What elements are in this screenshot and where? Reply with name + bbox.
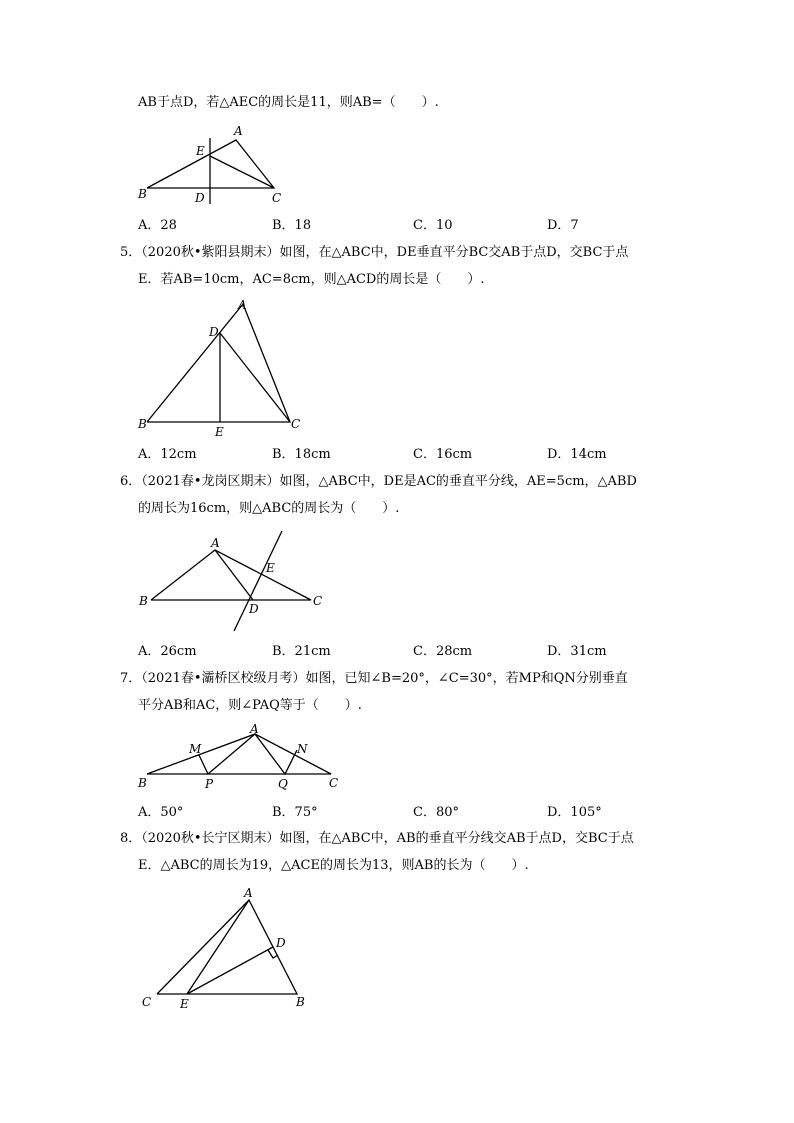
q7-label-b: B	[138, 776, 147, 790]
q6-option-d[interactable]: D．31cm	[547, 644, 607, 659]
q8-label-d: D	[276, 936, 286, 950]
q8-stem-line2: E．△ABC的周长为19，△ACE的周长为13，则AB的长为（ ）.	[138, 858, 529, 873]
q7-label-a: A	[250, 722, 259, 736]
q6-option-c[interactable]: C．28cm	[413, 644, 473, 659]
q6-triangle	[151, 550, 311, 600]
q5-stem-line2: E．若AB=10cm，AC=8cm，则△ACD的周长是（ ）.	[138, 272, 485, 287]
q5-option-c[interactable]: C．16cm	[413, 447, 473, 462]
q8-figure	[135, 884, 320, 1016]
q8-label-e: E	[180, 997, 189, 1011]
q7-label-q: Q	[278, 777, 288, 791]
q7-option-a[interactable]: A．50°	[138, 805, 184, 820]
q7-option-d[interactable]: D．105°	[547, 805, 602, 820]
q8-label-a: A	[244, 886, 253, 900]
q4-label-b: B	[138, 187, 147, 201]
q4-option-c[interactable]: C．10	[413, 218, 453, 233]
q5-label-d: D	[209, 325, 219, 339]
q5-label-c: C	[291, 417, 301, 431]
q6-label-e: E	[266, 561, 275, 575]
q7-label-n: N	[297, 742, 308, 756]
q8-stem-line1: 8．（2020秋•长宁区期末）如图，在△ABC中，AB的垂直平分线交AB于点D，交BC于点	[120, 831, 634, 846]
q4-label-a: A	[234, 124, 243, 138]
q4-option-b[interactable]: B．18	[272, 218, 312, 233]
q6-stem-line1: 6．（2021春•龙岗区期末）如图，△ABC中，DE是AC的垂直平分线，AE=5cm，△ABD	[120, 474, 637, 489]
q5-option-a[interactable]: A．12cm	[138, 447, 197, 462]
q7-label-c: C	[329, 776, 339, 790]
q7-option-b[interactable]: B．75°	[272, 805, 318, 820]
q6-figure	[135, 528, 335, 634]
q5-label-e: E	[215, 425, 224, 439]
q7-label-m: M	[189, 742, 202, 756]
q7-label-p: P	[205, 777, 214, 791]
q4-label-d: D	[195, 191, 205, 205]
q8-perpendicular-bisector	[187, 947, 273, 994]
q6-label-b: B	[139, 594, 148, 608]
q8-label-b: B	[296, 995, 305, 1009]
q6-label-a: A	[211, 536, 220, 550]
q6-segment-ad	[215, 550, 253, 600]
q5-triangle	[147, 304, 290, 422]
q4-option-a[interactable]: A．28	[138, 218, 177, 233]
q7-figure	[135, 720, 345, 792]
q6-stem-line2: 的周长为16cm，则△ABC的周长为（ ）.	[138, 501, 400, 516]
q4-stem-tail: AB于点D，若△AEC的周长是11，则AB=（ ）.	[138, 95, 439, 110]
q4-figure	[130, 118, 300, 208]
q5-option-b[interactable]: B．18cm	[272, 447, 331, 462]
q5-label-b: B	[138, 417, 147, 431]
q5-label-a: A	[238, 298, 247, 312]
q7-option-c[interactable]: C．80°	[413, 805, 459, 820]
q5-figure	[135, 296, 310, 438]
q4-label-c: C	[272, 191, 282, 205]
q6-label-c: C	[313, 594, 323, 608]
q7-stem-line2: 平分AB和AC，则∠PAQ等于（ ）.	[138, 698, 362, 713]
q6-option-b[interactable]: B．21cm	[272, 644, 331, 659]
q4-segment-ec	[210, 156, 274, 188]
q4-option-d[interactable]: D．7	[547, 218, 579, 233]
q6-option-a[interactable]: A．26cm	[138, 644, 197, 659]
q5-option-d[interactable]: D．14cm	[547, 447, 607, 462]
q8-segment-ae	[187, 900, 249, 994]
q6-label-d: D	[249, 602, 259, 616]
q8-label-c: C	[142, 995, 152, 1009]
q5-segment-dc	[220, 333, 290, 422]
q5-stem-line1: 5．（2020秋•紫阳县期末）如图，在△ABC中，DE垂直平分BC交AB于点D，交BC于点	[120, 245, 629, 260]
q4-label-e: E	[196, 144, 205, 158]
q7-stem-line1: 7．（2021春•灞桥区校级月考）如图，已知∠B=20°，∠C=30°，若MP和QN分别垂直	[120, 671, 628, 686]
q7-bisectors-and-ap-aq	[199, 734, 297, 774]
